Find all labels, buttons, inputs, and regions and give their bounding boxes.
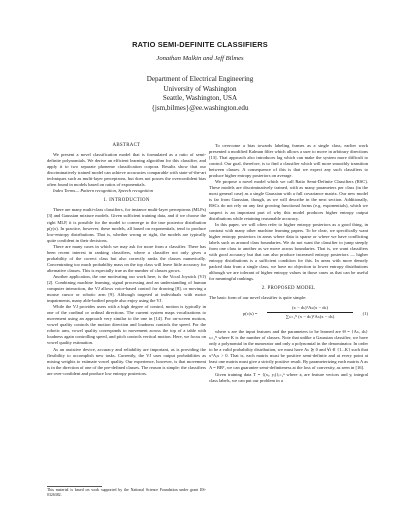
affiliation-location: Seattle, Washington, USA xyxy=(162,94,238,103)
equation-number: (1) xyxy=(362,311,368,317)
intro-paragraph: There are many cases in which we may ask for more from a classifier. There has been recent interest in ranking classifiers, where a classifier not only gives a probability of the correct class but also correctly ranks the classes numerically. Concentrating too much probability mass on the top class will leave little accuracy for alternative classes. This is especially true as the number of classes grows. xyxy=(47,243,206,273)
paper-authors: Jonathan Malkin and Jeff Bilmes xyxy=(156,55,244,62)
affiliation-email: {jsm,bilmes}@ee.washington.edu xyxy=(151,103,249,112)
intro-paragraph: Another application, the one motivating our work here, is the Vocal Joystick (VJ) [2]. Combining machine learning, signal processing and an understanding of human computer interaction, the VJ allows voice-based control for drawing [8], or moving a mouse cursor or robotic arm [9]. Although targeted at individuals with motor impairments, many able-bodied people also enjoy using the VJ. xyxy=(47,273,206,304)
equation-lhs: p(c|x) = xyxy=(243,311,258,317)
equation-1 xyxy=(209,304,368,326)
equation-numerator: (x − dₕ)ᵀAₕ(x − dₕ) xyxy=(267,305,353,313)
model-paragraph: Given training data T = {(xᵢ, yᵢ)}ᵢ₌₁ⁿ where xᵢ are feature vectors and yᵢ integral class labels, we can put our problem in a xyxy=(209,371,368,383)
index-terms: Index Terms— Pattern recognition, Speech recognition xyxy=(53,188,154,194)
model-paragraph: where x are the input features and the parameters to be learned are Θ = {Aₕ, dₕ}ₕ₌₁ᴺ where K is the number of classes. Note that unlike a Gaussian classifier, we have only a polynomial in the numerator and only a polynomial in the denominator. In order to be a valid probability distribution, we must have Aₕ ⪰ 0 and ∀i ∈ {1...K} such that xᵀAᵢx > 0. That is, each matrix must be positive semi-definite and at every point at least one matrix must give a strictly positive result. By parameterizing each matrix A as A = BBᵀ, we can guarantee semi-definiteness at the loss of convexity, as seen in [16]. xyxy=(209,329,368,371)
abstract-heading: ABSTRACT xyxy=(112,143,141,148)
author-affiliation xyxy=(0,75,400,113)
paper-title: RATIO SEMI-DEFINITE CLASSIFIERS xyxy=(132,40,268,49)
model-intro: The basic form of our novel classifier is quite simple: xyxy=(209,295,307,301)
abstract-text: We present a novel classification model that is formulated as a ratio of semi-definite polynomials. We derive an efficient learning algorithm for this classifier, and apply it to two separate phoneme classification corpora. Results show that our discriminatively trained model can achieve accuracies comparable with state-of-the-art techniques such as multi-layer perceptrons, but does not posses the overconfident bias often found in models based on ratios of exponentials. xyxy=(47,152,206,188)
left-column xyxy=(47,143,206,377)
right-column xyxy=(209,143,368,384)
affiliation-department: Department of Electrical Engineering xyxy=(146,75,254,83)
footnote: This material is based on work supported by the National Science Foundation under grant IIS-0326382. xyxy=(47,488,206,497)
body-paragraph: In this paper, we will often refer to higher entropy posteriors as a good thing, in contrast with many other machine learning papers. To be clear, we specifically want higher entropy posteriors in areas where data is sparse or where we have conflicting labels such as around class boundaries. We do not want the classifier to jump steeply from one class to another as we move across boundaries. That is, we want classifiers with good accuracy but that can also produce increased entropy posteriors — higher entropy distributions is a sufficient condition for this. In areas with more densely packed data from a single class, we have no objection to lower entropy distributions although we are tolerant of higher entropy values in those cases as that can be useful for meaningful rankings. xyxy=(209,221,368,282)
intro-paragraph: As an assistive device, accuracy and reliability are important, as is providing the flexibility to accomplish new tasks. Currently, the VJ uses output probabilities as mixing weights to estimate vowel quality. Our experience, however, is that movement is in the direction of one of the pre-defined classes. The reason is simple: the classifiers are over-confident and produce low entropy posteriors. xyxy=(47,346,206,376)
equation-fraction xyxy=(267,305,353,320)
affiliation-university: University of Washington xyxy=(163,84,237,93)
introduction-heading: 1. INTRODUCTION xyxy=(103,198,150,204)
body-paragraph: To overcome a bias towards labeling frames as a single class, earlier work presented a modified Kalman filter which allows a user to move in arbitrary directions [13]. That approach also introduces lag which can make the system more difficult to control. Our goal, therefore, is to find a classifier which will more smoothly transition between classes. A consequence of this is that we expect any such classifiers to produce higher entropy posteriors on average. xyxy=(209,143,368,179)
intro-paragraph: While the VJ provides users with a high degree of control, motion is typically in one of the cardinal or ordinal directions. The current system maps vocalizations to movement using an approach very similar to the one in [14]. For on-screen motion, vowel quality controls the motion direction and loudness controls the speed. For the robotic arm, vowel quality corresponds to movement across the top of a table with loudness again controlling speed, and pitch controls vertical motion. Here, we focus on vowel quality estimation. xyxy=(47,304,206,346)
body-paragraph: We propose a novel model which we call Ratio Semi-Definite Classifiers (RSC). These models are discriminatively trained, with as many parameters per class (in the most general case) as a single Gaussian with a full covariance matrix. Our new model is far from Gaussian, though, as we will describe in the next section. Additionally, RSCs do not rely on any fast growing functional forms (e.g. exponentials), which we suspect is an important part of why this model produces higher entropy output distributions while retaining reasonable accuracy. xyxy=(209,179,368,221)
proposed-model-heading: 2. PROPOSED MODEL xyxy=(261,286,316,292)
intro-paragraph: There are many multi-class classifiers, for instance multi-layer perceptrons (MLPs)[3] and Gaussian mixture models. Given sufficient training data, and if we choose the right MLP, it is possible for the model to converge to the true posterior distribution p(y|x). In practice, however, these models, all based on exponentials, tend to produce low-entropy distributions. That is, whether wrong or right, the models are typically quite confident in their decisions. xyxy=(47,207,206,243)
equation-denominator: ∑ₕ₌₁ᴺ (x − dₕ)ᵀAₕ(x − dₕ) xyxy=(285,314,335,320)
footnote-divider xyxy=(47,486,102,487)
